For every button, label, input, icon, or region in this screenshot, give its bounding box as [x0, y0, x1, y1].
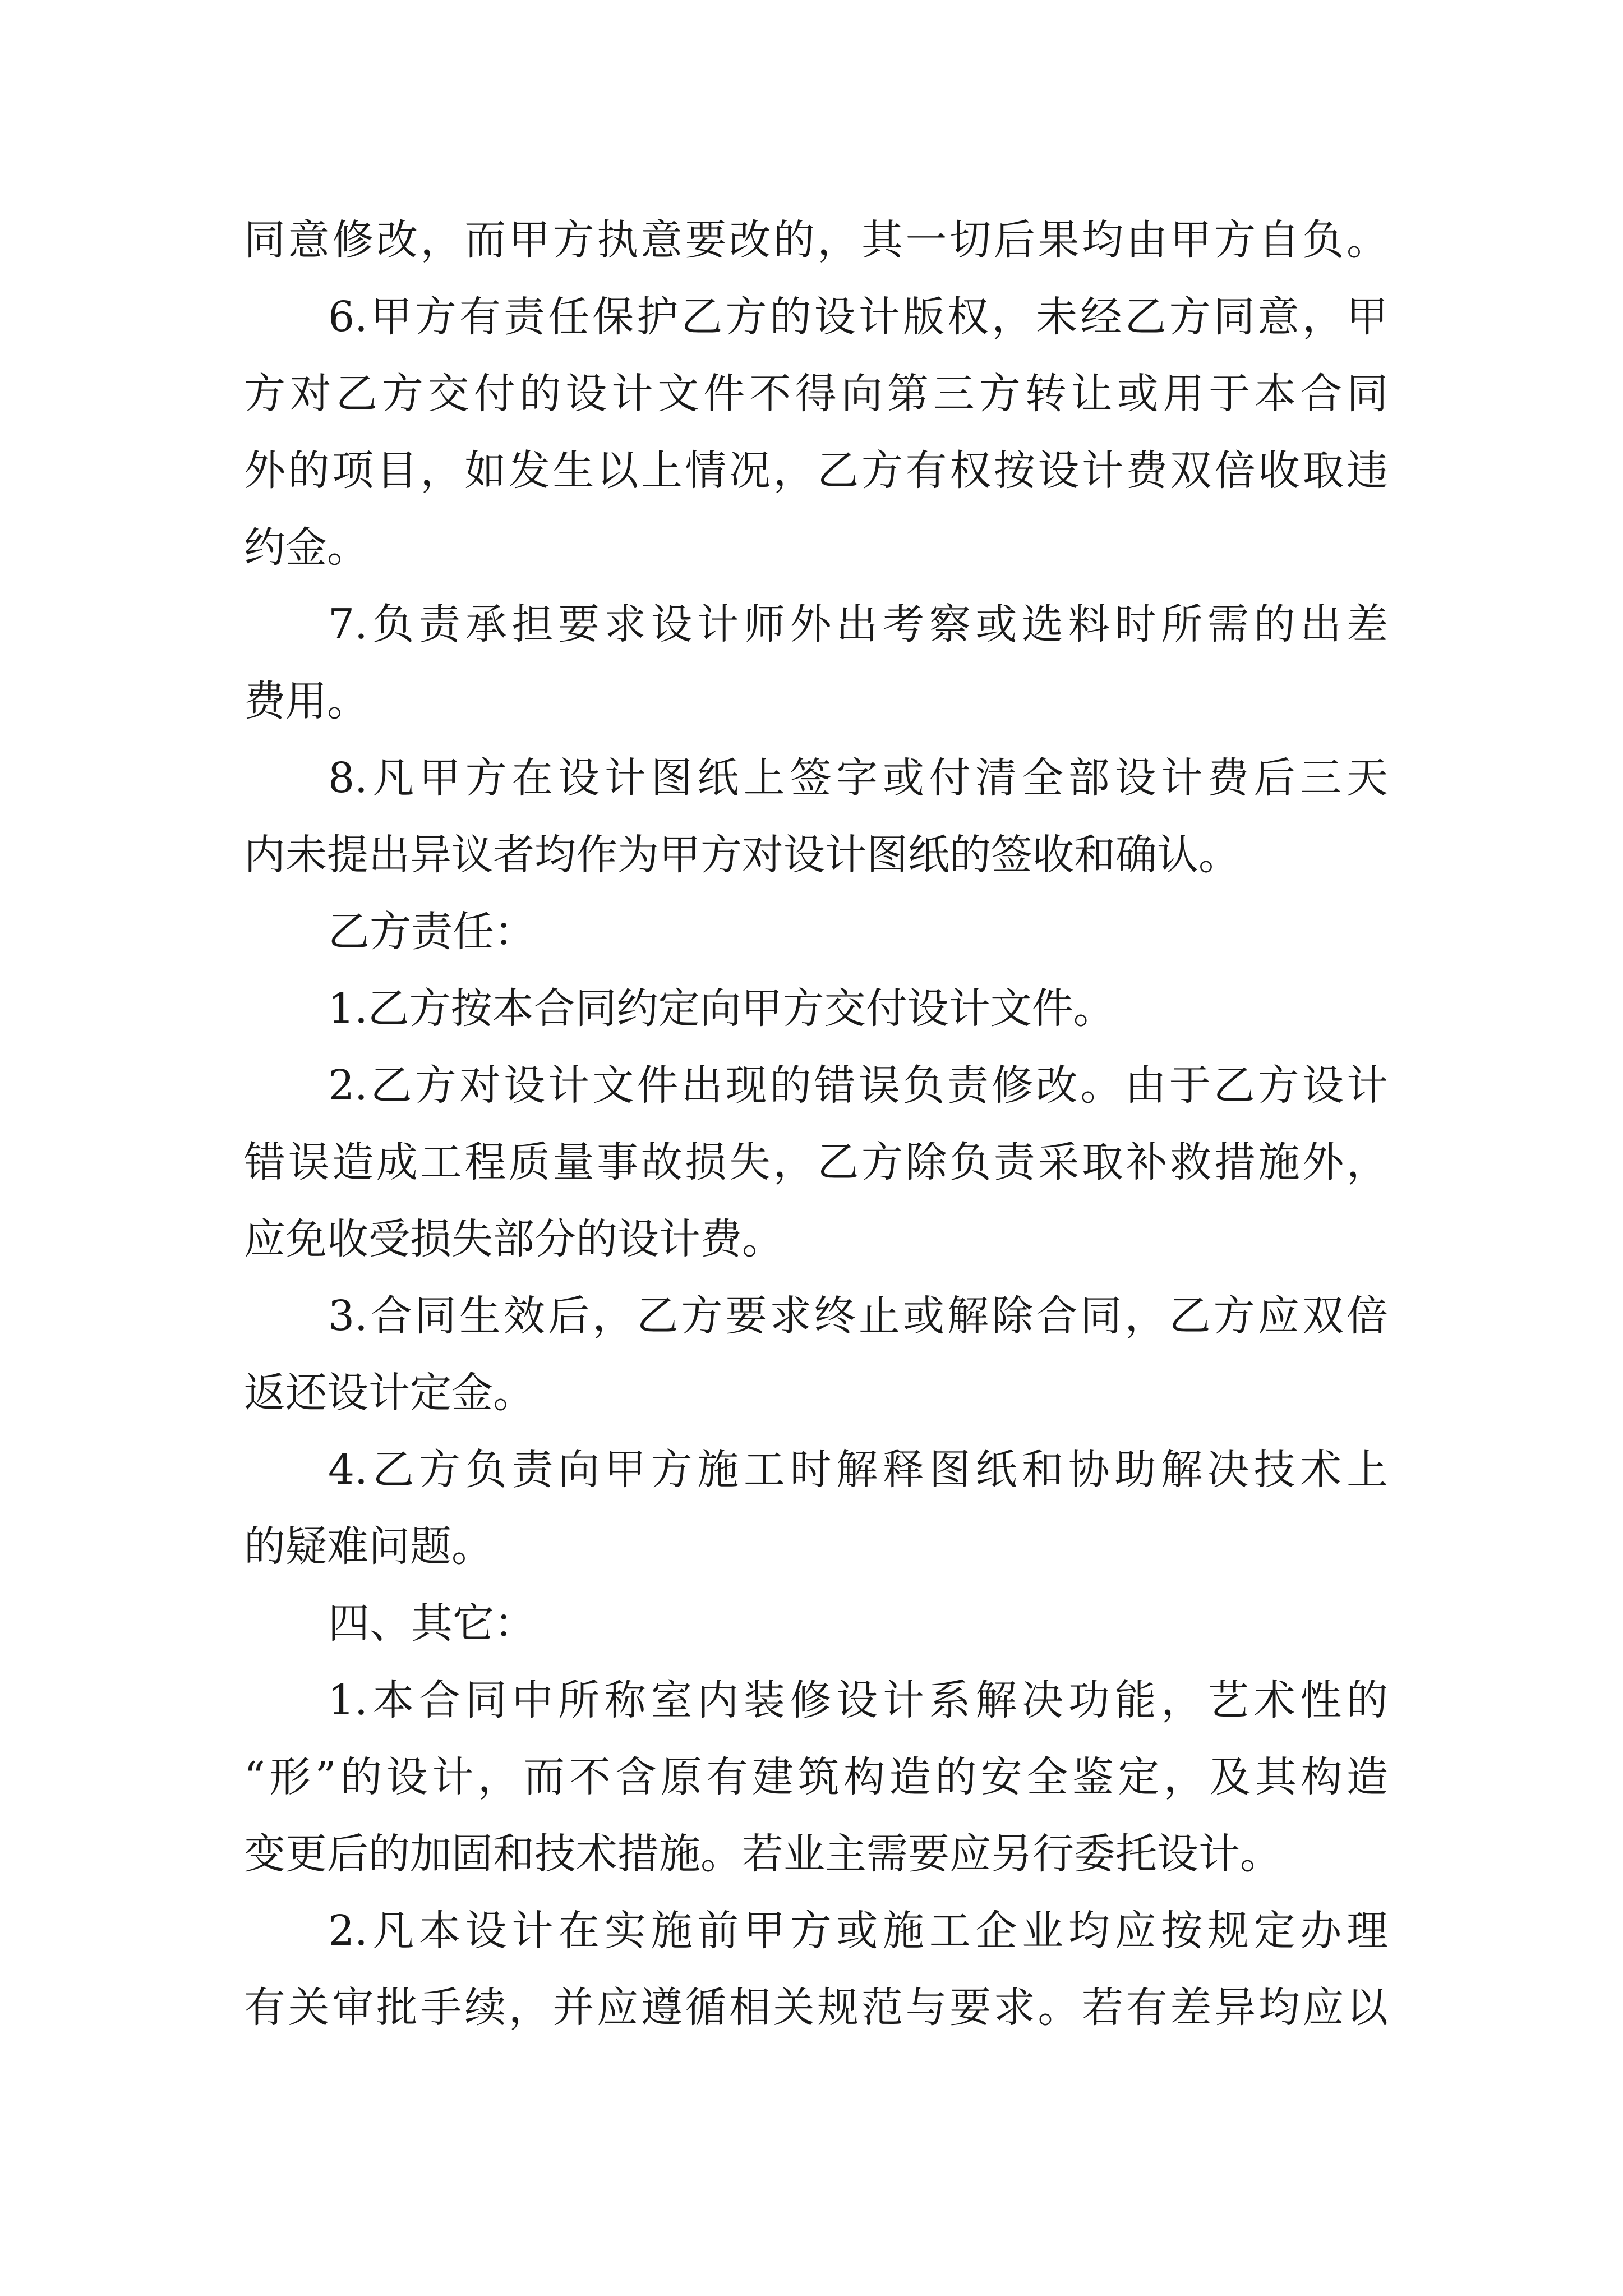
text-line-12: 2.乙方对设计文件出现的错误负责修改。由于乙方设计	[328, 1061, 1388, 1110]
document-body	[244, 202, 1388, 2046]
text-line-7: 费用。	[244, 677, 368, 725]
text-line-4: 外的项目，如发生以上情况，乙方有权按设计费双倍收取违	[244, 447, 1388, 495]
text-line-8: 8.凡甲方在设计图纸上签字或付清全部设计费后三天	[328, 754, 1388, 802]
text-line-17: 4.乙方负责向甲方施工时解释图纸和协助解决技术上	[328, 1446, 1388, 1494]
text-line-9: 内未提出异议者均作为甲方对设计图纸的签收和确认。	[244, 831, 1240, 879]
text-line-23: 2.凡本设计在实施前甲方或施工企业均应按规定办理	[328, 1907, 1388, 1955]
text-line-1: 同意修改，而甲方执意要改的，其一切后果均由甲方自负。	[244, 216, 1388, 264]
text-line-18: 的疑难问题。	[244, 1522, 493, 1571]
text-line-5: 约金。	[244, 523, 368, 572]
text-line-11: 1.乙方按本合同约定向甲方交付设计文件。	[328, 984, 1115, 1033]
text-line-21: “形”的设计，而不含原有建筑构造的安全鉴定，及其构造	[244, 1753, 1388, 1801]
text-line-3: 方对乙方交付的设计文件不得向第三方转让或用于本合同	[244, 370, 1388, 418]
text-line-20: 1.本合同中所称室内装修设计系解决功能，艺术性的	[328, 1676, 1388, 1724]
text-line-22: 变更后的加固和技术措施。若业主需要应另行委托设计。	[244, 1830, 1281, 1878]
section-heading-other: 四、其它：	[328, 1599, 536, 1648]
text-line-6: 7.负责承担要求设计师外出考察或选料时所需的出差	[328, 600, 1388, 648]
text-line-16: 返还设计定金。	[244, 1369, 534, 1417]
section-heading-party-b: 乙方责任：	[328, 908, 536, 956]
text-line-2: 6.甲方有责任保护乙方的设计版权，未经乙方同意，甲	[328, 293, 1388, 341]
text-line-13: 错误造成工程质量事故损失，乙方除负责采取补救措施外，	[244, 1138, 1388, 1186]
text-line-24: 有关审批手续，并应遵循相关规范与要求。若有差异均应以	[244, 1984, 1388, 2032]
text-line-15: 3.合同生效后，乙方要求终止或解除合同，乙方应双倍	[328, 1292, 1388, 1340]
text-line-14: 应免收受损失部分的设计费。	[244, 1215, 783, 1263]
